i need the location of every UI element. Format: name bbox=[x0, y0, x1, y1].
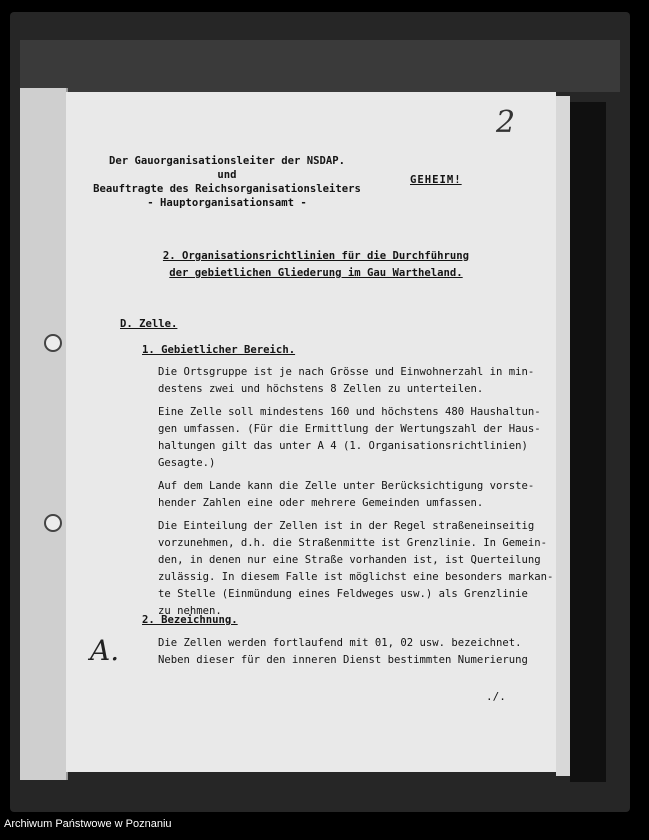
body-line: haltungen gilt das unter A 4 (1. Organisationsrichtlinien) bbox=[158, 440, 528, 452]
body-line: zu nehmen. bbox=[158, 605, 222, 617]
title-line: der gebietlichen Gliederung im Gau Wartheland. bbox=[169, 267, 463, 279]
body-line: gen umfassen. (Für die Ermittlung der Wertungszahl der Haus- bbox=[158, 423, 541, 435]
document-title bbox=[136, 248, 496, 282]
handwritten-page-number: 2 bbox=[496, 105, 516, 140]
body-line: Die Ortsgruppe ist je nach Grösse und Einwohnerzahl in min- bbox=[158, 366, 535, 378]
letterhead-line: Beauftragte des Reichsorganisationsleiters bbox=[93, 183, 361, 195]
body-line: Auf dem Lande kann die Zelle unter Berücksichtigung vorste- bbox=[158, 480, 535, 492]
body-line: Gesagte.) bbox=[158, 457, 216, 469]
body-line: Die Einteilung der Zellen ist in der Regel straßeneinseitig bbox=[158, 520, 535, 532]
document-page bbox=[66, 92, 556, 772]
body-line: zulässig. In diesem Falle ist möglichst eine besonders markan- bbox=[158, 571, 554, 583]
letterhead bbox=[82, 154, 372, 210]
subsection-heading: 1. Gebietlicher Bereich. bbox=[142, 344, 296, 356]
letterhead-line: - Hauptorganisationsamt - bbox=[147, 197, 307, 209]
binder-ring-lower bbox=[44, 514, 62, 532]
body-line: Die Zellen werden fortlaufend mit 01, 02 usw. bezeichnet. bbox=[158, 637, 522, 649]
binder-ring-upper bbox=[44, 334, 62, 352]
subsection-heading: 2. Bezeichnung. bbox=[142, 614, 238, 626]
body-line: hender Zahlen eine oder mehrere Gemeinden umfassen. bbox=[158, 497, 484, 509]
page-shadow bbox=[570, 102, 606, 782]
letterhead-line: und bbox=[217, 169, 237, 181]
letterhead-line: Der Gauorganisationsleiter der NSDAP. bbox=[109, 155, 345, 167]
body-line: vorzunehmen, d.h. die Straßenmitte ist Grenzlinie. In Gemein- bbox=[158, 537, 548, 549]
continuation-mark: ./. bbox=[486, 690, 506, 703]
body-line: te Stelle (Einmündung eines Feldweges usw.) als Grenzlinie bbox=[158, 588, 528, 600]
body-line: den, in denen nur eine Straße vorhanden ist, ist Querteilung bbox=[158, 554, 541, 566]
body-line: Neben dieser für den inneren Dienst bestimmten Numerierung bbox=[158, 654, 528, 666]
body-line: destens zwei und höchstens 8 Zellen zu unterteilen. bbox=[158, 383, 484, 395]
binder-left-page bbox=[20, 88, 68, 780]
classification-mark: GEHEIM! bbox=[410, 174, 462, 186]
archive-footer: Archiwum Państwowe w Poznaniu bbox=[4, 818, 172, 830]
body-line: Eine Zelle soll mindestens 160 und höchstens 480 Haushaltun- bbox=[158, 406, 541, 418]
title-line: 2. Organisationsrichtlinien für die Durchführung bbox=[162, 250, 470, 262]
handwritten-signature: A. bbox=[90, 634, 120, 667]
section-heading: D. Zelle. bbox=[120, 318, 178, 330]
page-edge bbox=[556, 96, 570, 776]
folder-cover bbox=[20, 40, 620, 92]
